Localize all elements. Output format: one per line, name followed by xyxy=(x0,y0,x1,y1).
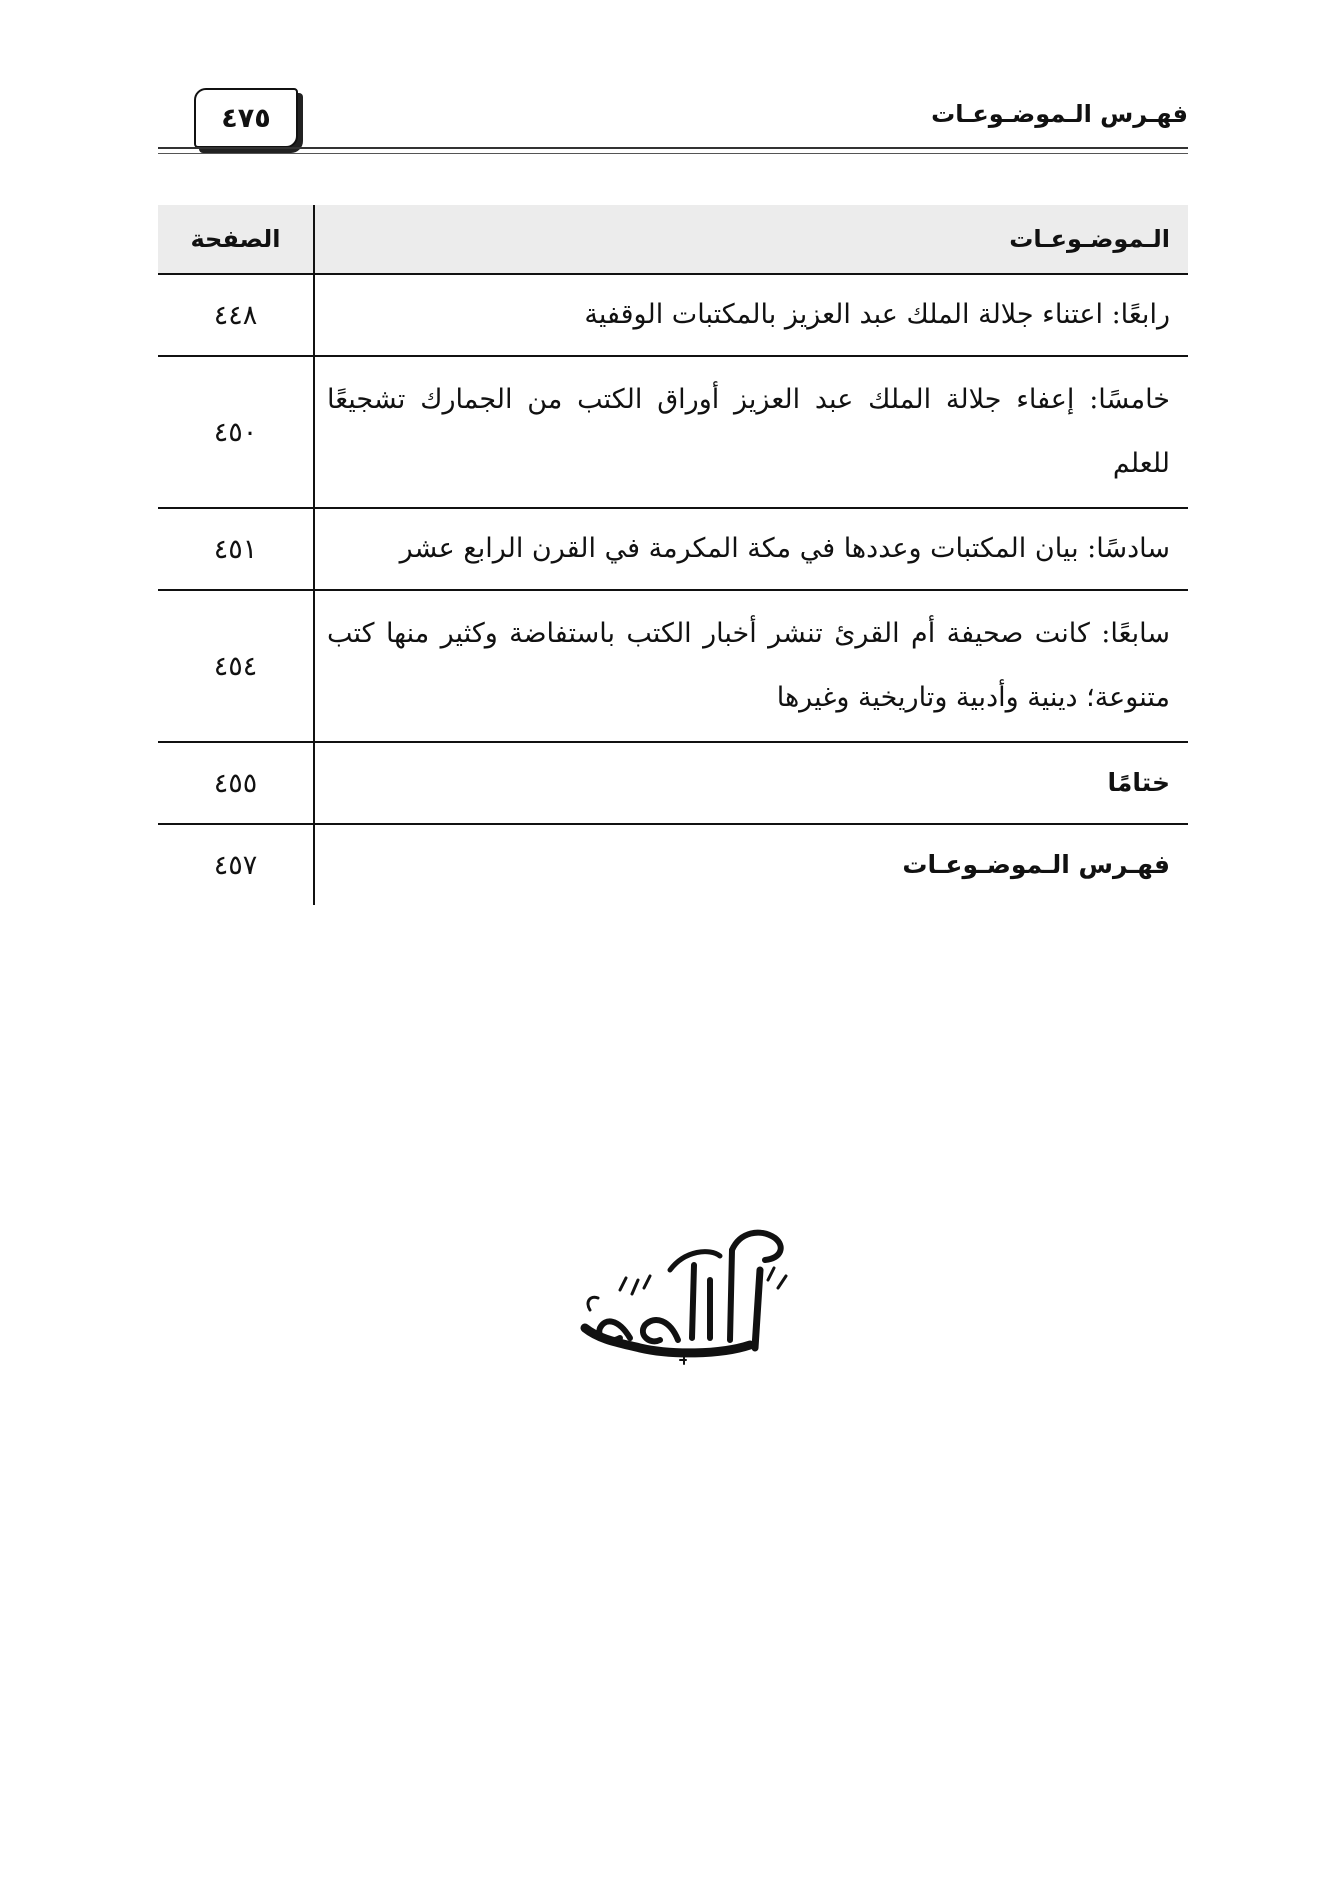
toc-row xyxy=(158,275,1188,357)
toc-header-page: الصفحة xyxy=(158,205,315,273)
toc-row xyxy=(158,357,1188,509)
toc-row xyxy=(158,509,1188,591)
header-rule-thin xyxy=(158,153,1188,154)
toc-topic: ختامًا xyxy=(1107,768,1170,797)
colophon-calligraphy xyxy=(560,1210,800,1370)
toc-row xyxy=(158,825,1188,905)
running-title: فهـرس الـموضـوعـات xyxy=(931,100,1188,128)
toc-page-number: ٤٤٨ xyxy=(158,275,315,355)
toc-topic: فهـرس الـموضـوعـات xyxy=(902,850,1170,879)
toc-page-number: ٤٥٤ xyxy=(158,591,315,741)
toc-topic: سادسًا: بيان المكتبات وعددها في مكة المكرمة في القرن الرابع عشر xyxy=(399,533,1170,564)
page-number: ٤٧٥ xyxy=(194,88,298,148)
toc-page-number: ٤٥٠ xyxy=(158,357,315,507)
toc-page-number: ٤٥٥ xyxy=(158,743,315,823)
calligraphy-ornament-icon xyxy=(560,1210,800,1370)
toc-topic: سابعًا: كانت صحيفة أم القرئ تنشر أخبار الكتب باستفاضة وكثير منها كتب متنوعة؛ دينية وأدبية وتاريخية وغيرها xyxy=(327,618,1170,713)
header-rule xyxy=(158,147,1188,149)
toc-row xyxy=(158,591,1188,743)
toc-page-number: ٤٥٧ xyxy=(158,825,315,905)
toc-topic: رابعًا: اعتناء جلالة الملك عبد العزيز بالمكتبات الوقفية xyxy=(584,299,1170,330)
toc-row xyxy=(158,743,1188,825)
toc-header-topics: الـموضـوعـات xyxy=(1009,225,1170,253)
toc-topic: خامسًا: إعفاء جلالة الملك عبد العزيز أوراق الكتب من الجمارك تشجيعًا للعلم xyxy=(327,384,1170,479)
toc-header-row xyxy=(158,205,1188,275)
toc-page-number: ٤٥١ xyxy=(158,509,315,589)
page-header xyxy=(158,86,1188,156)
table-of-contents xyxy=(158,205,1188,905)
